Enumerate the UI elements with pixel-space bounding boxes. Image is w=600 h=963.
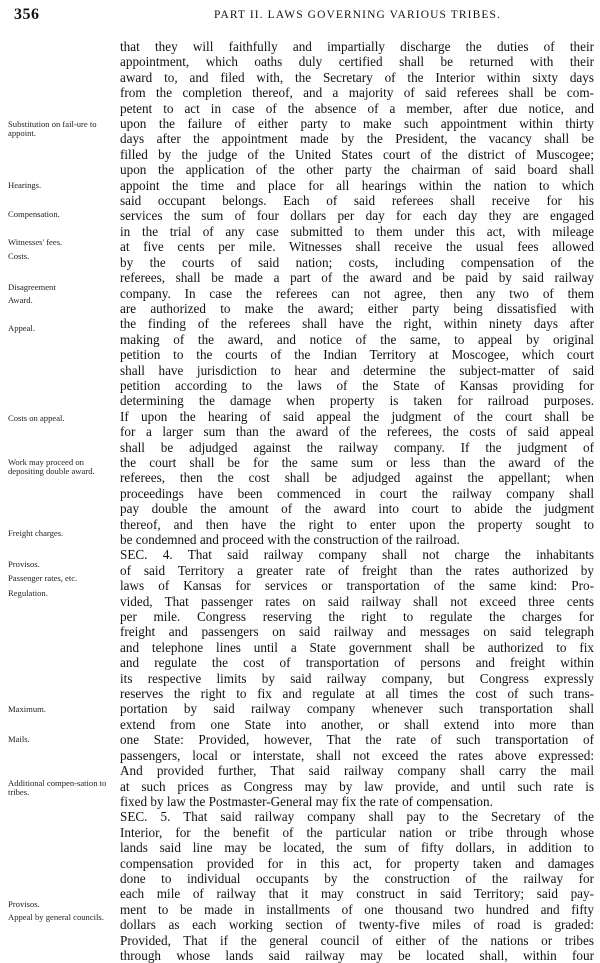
margin-note: Regulation. xyxy=(8,588,48,598)
text-line: If upon the hearing of said appeal the judgment of the court shall be xyxy=(120,408,594,424)
margin-note: Substitution on fail-ure to appoint. xyxy=(8,119,97,138)
text-line: for a larger sum than the award of the referees, the costs of said appeal xyxy=(120,424,594,440)
margin-note: Additional compen-sation to tribes. xyxy=(8,778,107,797)
text-line: are authorized to make the award; either party being dissatisfied with xyxy=(120,300,594,316)
text-line: its respective limits by said railway company, but Congress expressly xyxy=(120,670,594,686)
text-line: thereof, and then have the right to enter upon the property sought to xyxy=(120,516,594,532)
margin-note: Hearings. xyxy=(8,180,42,190)
text-line: referees, then the cost shall be adjudged against the appellant; when xyxy=(120,470,594,486)
text-line: be condemned and proceed with the construction of the railroad. xyxy=(120,532,460,547)
text-line: determining the damage when property is taken for railroad purposes. xyxy=(120,393,594,409)
text-line: award to, and filed with, the Secretary of the Interior within sixty days xyxy=(120,69,594,85)
margin-note: Freight charges. xyxy=(8,528,64,538)
text-line: from the completion thereof, and a majority of said referees shall be com- xyxy=(120,85,594,101)
margin-note: Costs. xyxy=(8,251,30,261)
text-line: shall have jurisdiction to hear and determine the subject-matter of said xyxy=(120,362,594,378)
text-line: upon the application of the other party the chairman of said board shall xyxy=(120,162,594,178)
margin-notes xyxy=(0,0,116,941)
text-line: fixed by law the Postmaster-General may fix the rate of compensation. xyxy=(120,793,493,809)
text-line: extend from one State into another, or shall extend into more than xyxy=(120,716,594,732)
text-line: referees, shall be made a part of the award and be paid by said railway xyxy=(120,270,594,286)
text-line: dollars as each working section of twenty-five miles of road is graded: xyxy=(120,917,594,933)
text-line: in the trial of any case submitted to them under this act, with mileage xyxy=(120,223,594,239)
text-line: reserves the right to fix and regulate at all times the cost of such trans- xyxy=(120,686,594,702)
text-line: passengers, local or interstate, shall not exceed the rates above expressed: xyxy=(120,747,594,763)
text-line: SEC. 4. That said railway company shall not charge the inhabitants xyxy=(120,547,594,563)
margin-note: Maximum. xyxy=(8,704,46,714)
text-line: per mile. Congress reserving the right to regulate the charges for xyxy=(120,609,594,625)
text-line: portation by said railway company whenever such transportation shall xyxy=(120,701,594,717)
text-line: company. In case the referees can not agree, then any two of them xyxy=(120,285,594,301)
running-head: PART II. LAWS GOVERNING VARIOUS TRIBES. xyxy=(214,9,501,21)
text-line: and telephone lines until a State government shall be authorized to fix xyxy=(120,639,594,655)
text-line: lands said line may be located, the sum of fifty dollars, in addition to xyxy=(120,840,594,856)
page-number: 356 xyxy=(14,6,40,23)
text-line: one State: Provided, however, That the rate of such transportation of xyxy=(120,732,594,748)
margin-note: Appeal by general councils. xyxy=(8,912,104,922)
text-line: appoint the time and place for all hearings within the nation to which xyxy=(120,177,594,193)
text-line: Interior, for the benefit of the particular nation or tribe through whose xyxy=(120,824,594,840)
text-line: petition according to the laws of the State of Kansas providing for xyxy=(120,377,594,393)
text-line: each mile of railway that it may construct in said Territory; said pay- xyxy=(120,886,594,902)
text-line: services the sum of four dollars per day for each day they are engaged xyxy=(120,208,594,224)
text-line: ment to be made in installments of one thousand two hundred and fifty xyxy=(120,901,594,917)
text-line: And provided further, That said railway company shall carry the mail xyxy=(120,763,594,779)
text-line: compensation provided for in this act, for property taken and damages xyxy=(120,855,594,871)
margin-note: Mails. xyxy=(8,734,30,744)
text-line: at such prices as Congress may by law provide, and until such rate is xyxy=(120,778,594,794)
text-line: making of the award, and notice of the same, to appeal by original xyxy=(120,331,594,347)
margin-note: Work may proceed on depositing double award. xyxy=(8,457,95,476)
text-line: done to individual occupants by the construction of the railway for xyxy=(120,870,594,886)
text-line: pay double the amount of the award into court to abide the judgment xyxy=(120,501,594,517)
margin-note: Costs on appeal. xyxy=(8,413,65,423)
text-line: upon the failure of either party to make such appointment within thirty xyxy=(120,116,594,132)
text-line: Provided, That if the general council of either of the nations or tribes xyxy=(120,932,594,948)
text-line: through whose lands said railway may be located shall, within four xyxy=(120,947,594,963)
text-line: by the courts of said nation; costs, including compensation of the xyxy=(120,254,594,270)
text-line: SEC. 5. That said railway company shall pay to the Secretary of the xyxy=(120,809,594,825)
text-line: the court shall be for the same sum or less than the award of the xyxy=(120,454,594,470)
body-text xyxy=(120,39,594,963)
margin-note: Provisos. xyxy=(8,899,40,909)
text-line: freight and passengers on said railway and messages on said telegraph xyxy=(120,624,594,640)
text-line: of said Territory a greater rate of freight than the rates authorized by xyxy=(120,562,594,578)
margin-note: Witnesses' fees. xyxy=(8,237,63,247)
margin-note: Passenger rates, etc. xyxy=(8,573,78,583)
margin-note: Provisos. xyxy=(8,559,40,569)
text-line: said occupant belongs. Each of said referees shall receive for his xyxy=(120,193,594,209)
text-line: the finding of the referees shall have the right, within ninety days after xyxy=(120,316,594,332)
text-line: laws of Kansas for services or transportation of the same kind: Pro- xyxy=(120,578,594,594)
text-line: filled by the judge of the United States court of the district of Muscogee; xyxy=(120,146,594,162)
text-line: shall be adjudged against the railway company. If the judgment of xyxy=(120,439,594,455)
text-line: vided, That passenger rates on said railway shall not exceed three cents xyxy=(120,593,594,609)
text-line: that they will faithfully and impartially discharge the duties of their xyxy=(120,39,594,54)
text-line: days after the appointment made by the President, the vacancy shall be xyxy=(120,131,594,147)
text-line: petent to act in case of the absence of a member, after due notice, and xyxy=(120,100,594,116)
text-line: proceedings have been commenced in court the railway company shall xyxy=(120,485,594,501)
margin-note: Award. xyxy=(8,295,33,305)
text-line: and regulate the cost of transportation of persons and freight within xyxy=(120,655,594,671)
text-line: appointment, which oaths duly certified shall be returned with their xyxy=(120,54,594,70)
text-line: petition to the courts of the Indian Territory at Moscogee, which court xyxy=(120,347,594,363)
margin-note: Compensation. xyxy=(8,209,60,219)
margin-note: Disagreement xyxy=(8,282,56,292)
margin-note: Appeal. xyxy=(8,323,35,333)
text-line: at five cents per mile. Witnesses shall receive the usual fees allowed xyxy=(120,239,594,255)
